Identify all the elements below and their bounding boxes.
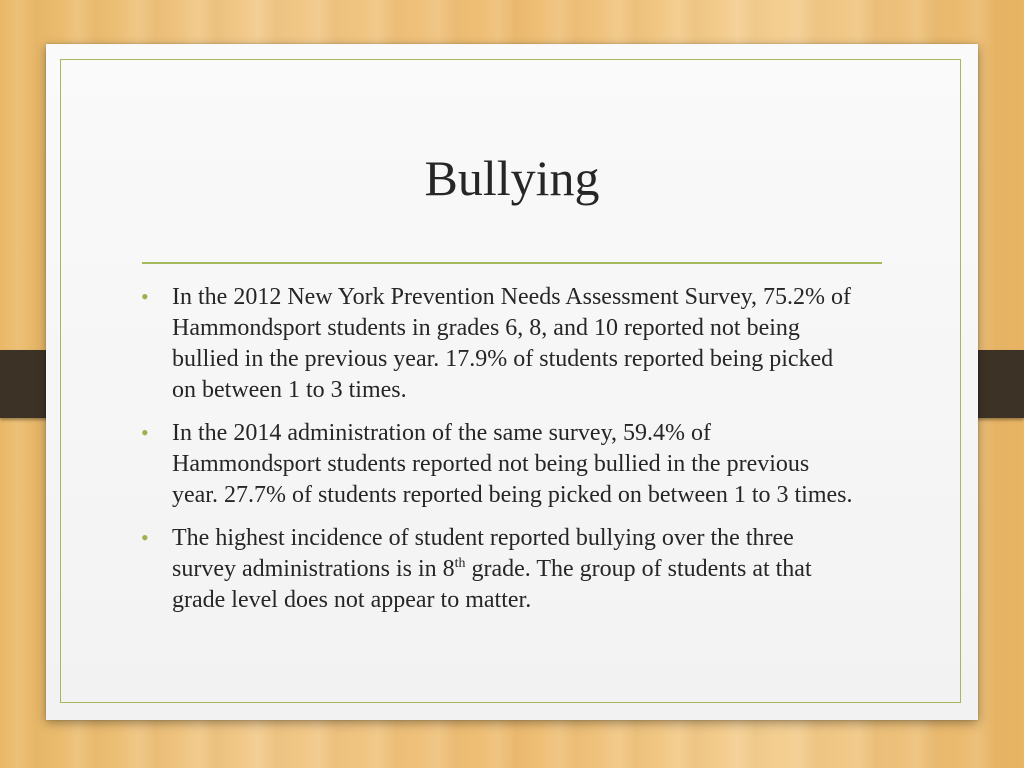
bullet-icon: • [141, 420, 149, 445]
bullet-icon: • [141, 284, 149, 309]
bullet-list [141, 282, 861, 628]
bullet-text: In the 2014 administration of the same survey, 59.4% of Hammondsport students reported not being bullied in the previous year. 27.7% of students reported being picked on between 1 to 3 times. [172, 420, 853, 508]
slide-card [46, 44, 978, 720]
bullet-text-before: The highest incidence of student reported bullying over the three survey administrations is in 8 [172, 525, 794, 582]
bullet-item-2014-survey [141, 418, 861, 511]
bullet-text-after: grade. The group of students at that grade level does not appear to matter. [172, 556, 812, 613]
bullet-text: In the 2012 New York Prevention Needs Assessment Survey, 75.2% of Hammondsport students in grades 6, 8, and 10 reported not being bullied in the previous year. 17.9% of students reported being picked on between 1 to 3 times. [172, 284, 852, 403]
bullet-item-2012-survey [141, 282, 861, 406]
bullet-icon: • [141, 525, 149, 550]
bullet-item-highest-incidence [141, 523, 861, 616]
ordinal-superscript: th [454, 556, 466, 571]
slide-title: Bullying [424, 150, 600, 206]
title-divider [142, 262, 882, 264]
